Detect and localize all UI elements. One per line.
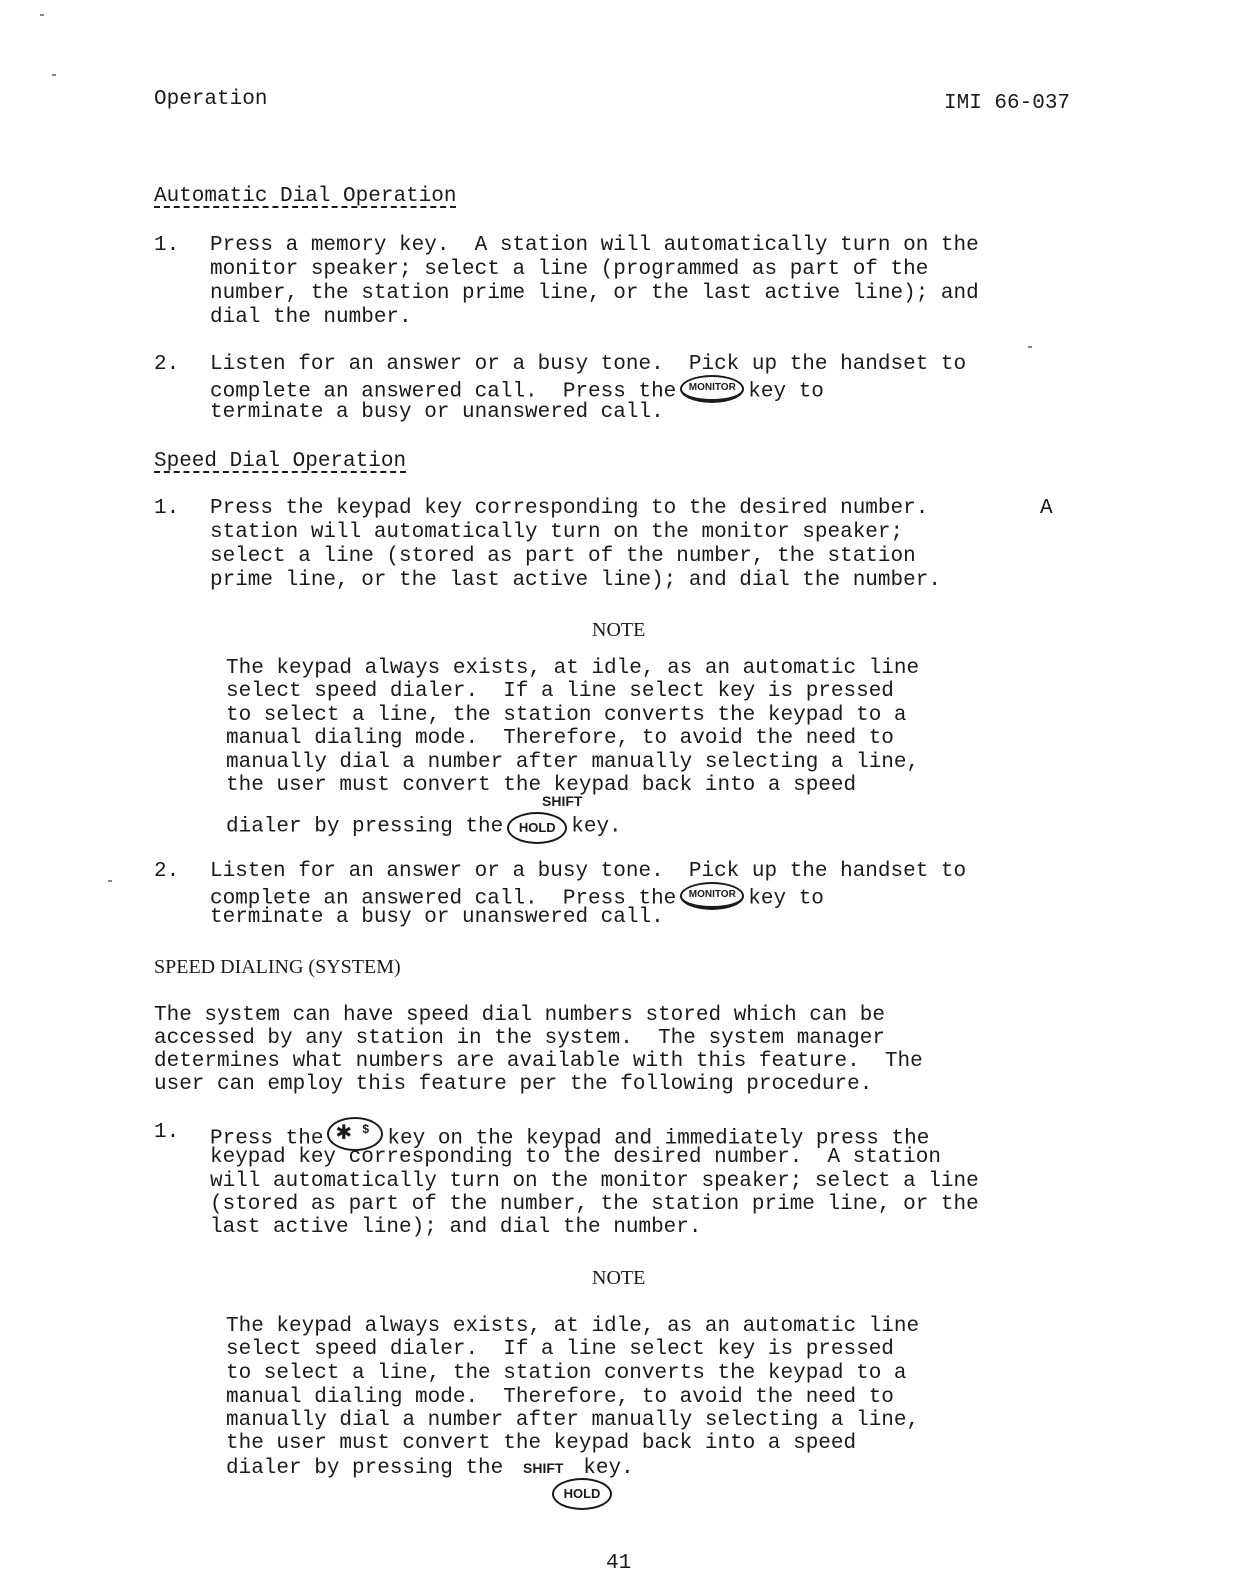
step-number: 2. [154,353,180,376]
step-text-line: Press the keypad key corresponding to the desired number. [210,497,929,520]
step-number: 1. [154,234,180,257]
note-text-line: manually dial a number after manually selecting a line, [226,1409,920,1432]
hold-key-icon: HOLD [552,1478,612,1510]
paragraph-line: user can employ this feature per the following procedure. [154,1073,873,1096]
paragraph-line: determines what numbers are available with this feature. The [154,1050,923,1073]
step-text-segment: key to [748,887,824,911]
note-text-line: select speed dialer. If a line select key is pressed [226,1338,894,1361]
step-text-line: (stored as part of the number, the station prime line, or the [210,1193,979,1216]
step-text-line: Listen for an answer or a busy tone. Pick up the handset to [210,860,967,883]
note-text-segment: dialer by pressing the [226,1457,504,1480]
step-number: 2. [154,860,180,883]
step-text-line: terminate a busy or unanswered call. [210,906,664,929]
scan-speck [108,880,112,882]
step-text-segment: Press the [210,1127,324,1151]
note-text-line [226,810,622,842]
note-text-line: The keypad always exists, at idle, as an automatic line [226,657,920,680]
paragraph-line: The system can have speed dial numbers stored which can be [154,1004,885,1027]
page-number: 41 [606,1552,632,1575]
note-text-line: manual dialing mode. Therefore, to avoid the need to [226,1386,894,1409]
scan-speck [40,14,44,16]
scan-speck [52,74,56,76]
star-key-sub: $ [362,1122,370,1136]
step-number: 1. [154,1121,180,1144]
step-text-segment: A [1040,497,1053,520]
section-heading-speed-dialing-system: SPEED DIALING (SYSTEM) [154,956,401,978]
step-text-line: will automatically turn on the monitor speaker; select a line [210,1170,979,1193]
note-text-segment: dialer by pressing the [226,815,504,839]
header-right: IMI 66-037 [944,92,1071,115]
step-text-line: last active line); and dial the number. [210,1216,702,1239]
step-text-line: prime line, or the last active line); and dial the number. [210,569,941,592]
note-text-segment: key. [583,1457,634,1480]
shift-label: SHIFT [542,793,583,809]
step-text-segment: complete an answered call. Press the [210,380,677,404]
step-text-line: Listen for an answer or a busy tone. Pick up the handset to [210,353,967,376]
step-text-segment: complete an answered call. Press the [210,887,677,911]
note-text-line: The keypad always exists, at idle, as an automatic line [226,1315,920,1338]
scan-speck [1028,346,1032,348]
step-text-line: number, the station prime line, or the last active line); and [210,282,979,305]
paragraph-line: accessed by any station in the system. The system manager [154,1027,885,1050]
note-text-line: to select a line, the station converts the keypad to a [226,704,907,727]
note-text-line [226,1456,634,1481]
section-heading-automatic-dial: Automatic Dial Operation [154,185,457,208]
note-text-line: to select a line, the station converts the keypad to a [226,1362,907,1385]
note-title: NOTE [592,619,646,641]
step-text-line: terminate a busy or unanswered call. [210,401,664,424]
header-left: Operation [154,88,268,111]
shift-label: SHIFT [523,1460,564,1476]
step-text-line: select a line (stored as part of the number, the station [210,545,916,568]
note-text-line: manually dial a number after manually selecting a line, [226,751,920,774]
step-number: 1. [154,497,180,520]
step-text-line: dial the number. [210,306,412,329]
note-title: NOTE [592,1267,646,1289]
note-text-line: select speed dialer. If a line select key is pressed [226,680,894,703]
note-text-segment: key. [571,815,622,839]
note-text-line: manual dialing mode. Therefore, to avoid the need to [226,727,894,750]
section-heading-speed-dial: Speed Dial Operation [154,450,407,473]
note-text-line: the user must convert the keypad back into a speed [226,774,857,797]
step-text-line: keypad key corresponding to the desired number. A station [210,1146,941,1169]
monitor-key-icon: MONITOR [680,882,744,910]
monitor-key-icon: MONITOR [680,375,744,403]
hold-key-icon: HOLD [507,812,567,844]
step-text-line: station will automatically turn on the monitor speaker; [210,521,904,544]
step-text-segment: key to [748,380,824,404]
step-text-segment: key on the keypad and immediately press the [387,1127,930,1151]
step-text-line: monitor speaker; select a line (programmed as part of the [210,258,929,281]
note-text-line: the user must convert the keypad back into a speed [226,1432,857,1455]
star-glyph: ✱ [335,1122,353,1144]
step-text-line: Press a memory key. A station will automatically turn on the [210,234,979,257]
